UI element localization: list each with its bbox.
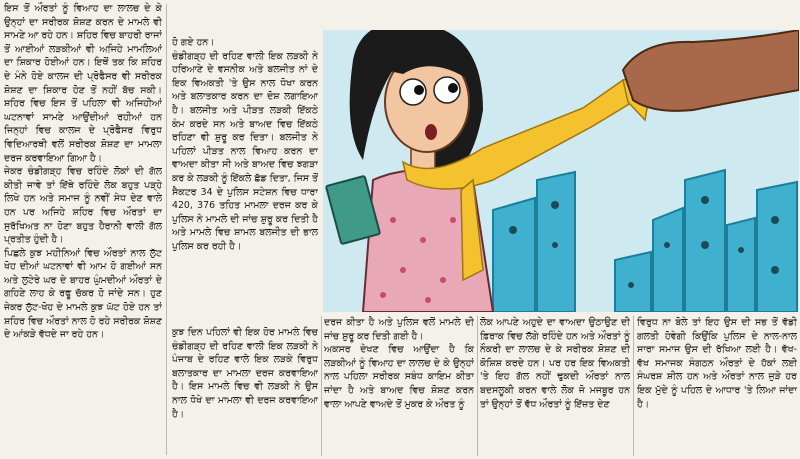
article-column-4	[480, 316, 630, 457]
column-divider	[633, 316, 634, 456]
article-column-2	[172, 36, 318, 322]
mouth	[425, 124, 437, 140]
paragraph: ਵਿਰੁਧ ਨਾ ਬੋਲੇ ਤਾਂ ਇਹ ਉਸ ਦੀ ਸਭ ਤੋਂ ਵੱਡੀ ਗਲਤੀ ਹੋਵੇਗੀ ਕਿਉਂਕਿ ਪੁਲਿਸ ਦੇ ਨਾਲ-ਨਾਲ ਸਾਰਾ ਸਮਾਜ ਉਸ ਦੀ ਰੱਖਿਆ ਲਈ ਹੈ। ਵੱਖ-ਵੱਖ ਸਮਾਜਕ ਸੰਗਠਨ ਔਰਤਾਂ ਦੇ ਹੱਕਾਂ ਲਈ ਸੰਘਰਸ਼ ਸ਼ੀਲ ਹਨ ਅਤੇ ਔਰਤਾਂ ਨਾਲ ਜੁੜੇ ਹਰ ਇਕ ਮੁੱਦੇ ਨੂੰ ਪਹਿਲ ਦੇ ਆਧਾਰ 'ਤੇ ਲਿਆ ਜਾਂਦਾ ਹੈ।	[637, 317, 797, 410]
paragraph: ਦਰਜ ਕੀਤਾ ਹੈ ਅਤੇ ਪੁਲਿਸ ਵਲੋਂ ਮਾਮਲੇ ਦੀ ਜਾਂਚ ਸ਼ੁਰੂ ਕਰ ਦਿਤੀ ਗਈ ਹੈ।	[324, 317, 474, 342]
article-column-3	[324, 316, 474, 457]
column-divider	[166, 4, 167, 455]
article-column-1	[4, 2, 162, 457]
paragraph: ਇਸ ਤੋਂ ਔਰਤਾਂ ਨੂੰ ਵਿਆਹ ਦਾ ਲਾਲਚ ਦੇ ਕੇ ਉਨ੍ਹਾਂ ਦਾ ਸਰੀਰਕ ਸ਼ੋਸ਼ਣ ਕਰਨ ਦੇ ਮਾਮਲੇ ਵੀ ਸਾਮਣੇ ਆ ਰਹੇ ਹਨ। ਸ਼ਹਿਰ ਵਿਚ ਬਾਹਰੀ ਰਾਜਾਂ ਤੋਂ ਆਈਆਂ ਲੜਕੀਆਂ ਵੀ ਅਜਿਹੇ ਮਾਮਲਿਆਂ ਦਾ ਸ਼ਿਕਾਰ ਹੋਈਆਂ ਹਨ। ਇਥੋਂ ਤਕ ਕਿ ਸ਼ਹਿਰ ਦੇ ਮੰਨੇ ਹੋਏ ਕਾਲਜ ਦੀ ਪ੍ਰੋਫੈਸਰ ਵੀ ਸਰੀਰਕ ਸ਼ੋਸ਼ਣ ਦਾ ਸ਼ਿਕਾਰ ਹੋਣ ਤੋਂ ਨਹੀਂ ਬੱਚ ਸਕੀ। ਸ਼ਹਿਰ ਵਿਚ ਇਸ ਤੋਂ ਪਹਿਲਾ ਵੀ ਅਜਿਹੀਆਂ ਘਟਨਾਵਾਂ ਸਾਮਣੇ ਆਉਂਦੀਆਂ ਰਹੀਆਂ ਹਨ ਜਿਨ੍ਹਾਂ ਵਿਚ ਕਾਲਜ ਦੇ ਪ੍ਰੋਫੈਸਰ ਵਿਰੁਧ ਵਿਦਿਆਰਥੀ ਵਲੋਂ ਸਰੀਰਕ ਸ਼ੋਸ਼ਣ ਦਾ ਮਾਮਲਾ ਦਰਜ ਕਰਵਾਇਆ ਗਿਆ ਹੈ।	[4, 3, 162, 164]
paragraph: ਕੁਝ ਦਿਨ ਪਹਿਲਾਂ ਵੀ ਇਕ ਹੋਰ ਮਾਮਲੇ ਵਿਚ ਚੰਡੀਗੜ੍ਹ ਦੀ ਰਹਿਣ ਵਾਲੀ ਇਕ ਲੜਕੀ ਨੇ ਪੰਜਾਬ ਦੇ ਰਹਿਣ ਵਾਲੇ ਇਕ ਲੜਕੇ ਵਿਰੁਧ ਬਲਾਤਕਾਰ ਦਾ ਮਾਮਲਾ ਦਰਜ ਕਰਵਾਇਆ ਹੈ। ਇਸ ਮਾਮਲੇ ਵਿਚ ਵੀ ਲੜਕੀ ਨੇ ਉਸ ਨਾਲ ਧੋਖੇ ਦਾ ਮਾਮਲਾ ਵੀ ਦਰਜ ਕਰਵਾਇਆ ਹੈ।	[172, 327, 318, 420]
cartoon-illustration	[323, 30, 799, 312]
column-divider	[477, 316, 478, 456]
paragraph: ਜੇਕਰ ਚੰਡੀਗੜ੍ਹ ਵਿਚ ਰਹਿੰਦੇ ਲੋਕਾਂ ਦੀ ਗੱਲ ਕੀਤੀ ਜਾਵੇ ਤਾਂ ਇੱਥੇ ਰਹਿੰਦੇ ਲੋਕ ਬਹੁਤ ਪੜ੍ਹੇ ਲਿਖੇ ਹਨ ਅਤੇ ਸਮਾਜ ਨੂੰ ਨਵੀਂ ਸੇਧ ਦੇਣ ਵਾਲੇ ਹਨ ਪਰ ਅਜਿਹੇ ਸ਼ਹਿਰ ਵਿਚ ਔਰਤਾਂ ਦਾ ਸੁਰੱਖਿਅਤ ਨਾ ਹੋਣਾ ਬਹੁਤ ਹੈਰਾਨੀ ਵਾਲੀ ਗੱਲ ਪ੍ਰਤੀਤ ਹੁੰਦੀ ਹੈ।	[4, 166, 162, 246]
paragraph: ਪਿਛਲੇ ਕੁਝ ਮਹੀਨਿਆਂ ਵਿਚ ਔਰਤਾਂ ਨਾਲ ਲੁੱਟ ਖੋਹ ਦੀਆਂ ਘਟਨਾਵਾਂ ਵੀ ਆਮ ਹੋ ਗਈਆਂ ਸਨ ਅਤੇ ਲੁਟੇਰੇ ਘਰ ਦੇ ਬਾਹਰ ਘੁੰਮਦੀਆਂ ਔਰਤਾਂ ਦੇ ਗਹਿਣੇ ਲਾਹ ਕੇ ਰਫੂ ਚੱਕਰ ਹੋ ਜਾਂਦੇ ਸਨ। ਹੁਣ ਜੇਕਰ ਲੁੱਟ-ਖੋਹ ਦੇ ਮਾਮਲੇ ਕੁਝ ਘੱਟ ਹੋਏ ਹਨ ਤਾਂ ਸ਼ਹਿਰ ਵਿਚ ਔਰਤਾਂ ਨਾਲ ਹੋ ਰਹੇ ਸਰੀਰਕ ਸ਼ੋਸ਼ਣ ਦੇ ਆਂਕੜੇ ਵੱਧਦੇ ਜਾ ਰਹੇ ਹਨ।	[4, 247, 162, 341]
paragraph: ਹੋ ਗਏ ਹਨ।	[172, 37, 215, 48]
article-column-2-lower	[172, 326, 318, 457]
paragraph: ਅਕਸਰ ਦੇਖਣ ਵਿਚ ਆਉਂਦਾ ਹੈ ਕਿ ਲੜਕੀਆਂ ਨੂੰ ਵਿਆਹ ਦਾ ਲਾਲਚ ਦੇ ਕੇ ਉਨ੍ਹਾਂ ਨਾਲ ਪਹਿਲਾ ਸਰੀਰਕ ਸਬੰਧ ਕਾਇਮ ਕੀਤਾ ਜਾਂਦਾ ਹੈ ਅਤੇ ਬਾਅਦ ਵਿਚ ਸ਼ੋਸ਼ਣ ਕਰਨ ਵਾਲਾ ਆਪਣੇ ਵਾਅਦੇ ਤੋਂ ਮੁਕਰ ਕੇ ਔਰਤ ਨੂੰ	[324, 344, 474, 410]
column-divider	[321, 316, 322, 456]
article-column-5	[637, 316, 797, 457]
paragraph: ਚੰਡੀਗੜ੍ਹ ਦੀ ਰਹਿਣ ਵਾਲੀ ਇਕ ਲੜਕੀ ਨੇ ਹਰਿਆਣੇ ਦੇ ਵਸਨੀਕ ਅਤੇ ਬਲਜੀਤ ਨਾਂ ਦੇ ਇਕ ਵਿਅਕਤੀ 'ਤੇ ਉਸ ਨਾਲ ਧੋਖਾ ਕਰਨ ਅਤੇ ਬਲਾਤਕਾਰ ਕਰਨ ਦਾ ਦੋਸ਼ ਲਗਾਇਆ ਹੈ। ਬਲਜੀਤ ਅਤੇ ਪੀੜਤ ਲੜਕੀ ਇੱਕਠੇ ਕੰਮ ਕਰਦੇ ਸਨ ਅਤੇ ਬਾਅਦ ਵਿਚ ਇੱਕਠੇ ਰਹਿਣਾ ਵੀ ਸ਼ੁਰੂ ਕਰ ਦਿਤਾ। ਬਲਜੀਤ ਨੇ ਪਹਿਲਾਂ ਪੀੜਤ ਨਾਲ ਵਿਆਹ ਕਰਨ ਦਾ ਵਾਅਦਾ ਕੀਤਾ ਸੀ ਅਤੇ ਬਾਅਦ ਵਿਚ ਝਗੜਾ ਕਰ ਕੇ ਲੜਕੀ ਨੂੰ ਇੱਕਲੇ ਛੱਡ ਦਿਤਾ, ਜਿਸ ਤੋਂ ਸੈਕਟਰ 34 ਦੇ ਪੁਲਿਸ ਸਟੇਸ਼ਨ ਵਿਚ ਧਾਰਾ 420, 376 ਤਹਿਤ ਮਾਮਲਾ ਦਰਜ ਕਰ ਕੇ ਪੁਲਿਸ ਨੇ ਮਾਮਲੇ ਦੀ ਜਾਂਚ ਸ਼ੁਰੂ ਕਰ ਦਿਤੀ ਹੈ ਅਤੇ ਮਾਮਲੇ ਵਿਚ ਸ਼ਾਮਲ ਬਲਜੀਤ ਦੀ ਭਾਲ ਪੁਲਿਸ ਕਰ ਰਹੀ ਹੈ।	[172, 50, 318, 252]
paragraph: ਲੋਕ ਆਪਣੇ ਅਹੁਦੇ ਦਾ ਵਾਅਦਾ ਉਠਾਉਣ ਦੀ ਫ਼ਿਰਾਕ ਵਿਚ ਲੱਗੇ ਰਹਿੰਦੇ ਹਨ ਅਤੇ ਔਰਤਾਂ ਨੂੰ ਨੌਕਰੀ ਦਾ ਲਾਲਚ ਦੇ ਕੇ ਸਰੀਰਕ ਸ਼ੋਸ਼ਣ ਦੀ ਕੋਸ਼ਿਸ਼ ਕਰਦੇ ਹਨ। ਪਰ ਹਰ ਇਕ ਵਿਅਕਤੀ 'ਤੇ ਇਹ ਗੱਲ ਨਹੀਂ ਢੁਕਦੀ ਔਰਤਾਂ ਨਾਲ ਬਦਸਲੂਕੀ ਕਰਨ ਵਾਲੇ ਲੋਕ ਜੋ ਮਜਬੂਰ ਹਨ ਤਾਂ ਉਨ੍ਹਾਂ ਤੋਂ ਵੱਧ ਔਰਤਾਂ ਨੂੰ ਇੱਜ਼ਤ ਦੇਣ	[480, 317, 630, 410]
